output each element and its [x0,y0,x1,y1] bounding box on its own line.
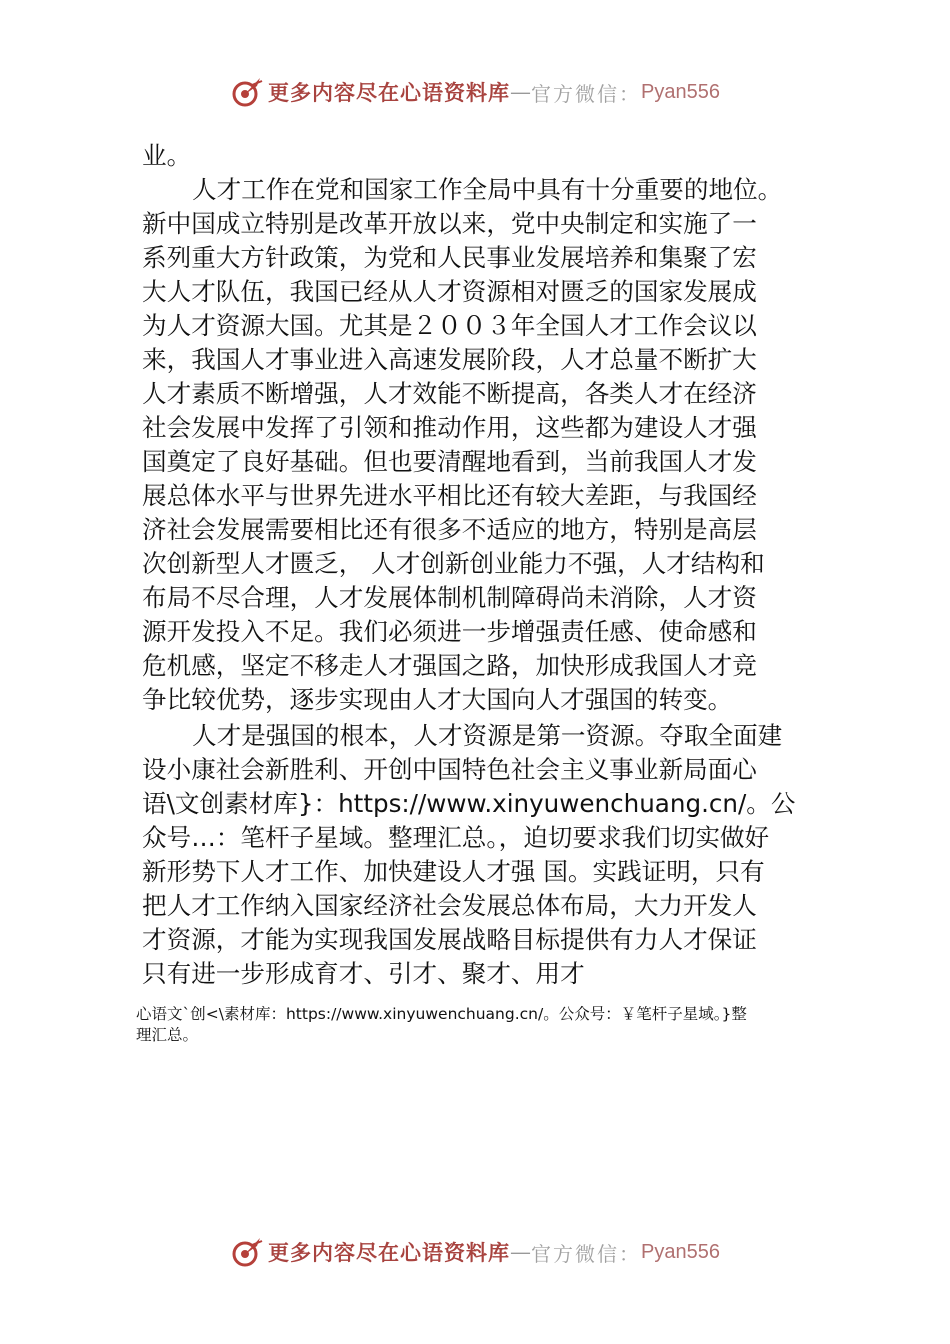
banner-title: 更多内容尽在心语资料库 [268,1240,511,1265]
body-line: 布局不尽合理，人才发展体制机制障碍尚未消除，人才资 [142,583,757,612]
body-line: 新形势下人才工作、加快建设人才强 国。实践证明，只有 [142,857,765,886]
body-line: 人才素质不断增强，人才效能不断提高，各类人才在经济 [142,379,757,408]
body-line: 国奠定了良好基础。但也要清醒地看到，当前我国人才发 [142,447,757,476]
body-line: 只有进一步形成育才、引才、聚才、用才 [142,959,585,988]
body-line: 济社会发展需要相比还有很多不适应的地方，特别是高层 [142,515,757,544]
body-line: 新中国成立特别是改革开放以来，党中央制定和实施了一 [142,209,757,238]
body-line: 人才是强国的根本，人才资源是第一资源。夺取全面建 [192,721,783,750]
quill-logo-icon [230,1235,264,1269]
banner-label: 官方微信： [531,1241,642,1266]
body-line: 次创新型人才匮乏， 人才创新创业能力不强，人才结构和 [142,549,765,578]
banner-label: 官方微信： [531,81,642,106]
body-line: 为人才资源大国。尤其是２００３年全国人才工作会议以 [142,311,757,340]
body-line: 人才工作在党和国家工作全局中具有十分重要的地位。 [192,175,783,204]
header-watermark-banner [0,72,950,112]
banner-dash: — [510,1240,532,1264]
body-line: 展总体水平与世界先进水平相比还有较大差距，与我国经 [142,481,757,510]
footnote [136,1004,836,1046]
document-body [142,139,814,991]
body-line: 系列重大方针政策，为党和人民事业发展培养和集聚了宏 [142,243,757,272]
body-line: 源开发投入不足。我们必须进一步增强责任感、使命感和 [142,617,757,646]
footnote-line: 心语文`创<\素材库：https://www.xinyuwenchuang.cn/。公众号：￥笔杆子星域。}整 [136,1005,747,1023]
banner-title: 更多内容尽在心语资料库 [268,80,511,105]
footnote-line: 理汇总。 [136,1026,199,1044]
body-line: 众号…：笔杆子星域。整理汇总。，迫切要求我们切实做好 [142,823,770,852]
body-line: 社会发展中发挥了引领和推动作用，这些都为建设人才强 [142,413,757,442]
body-line: 语\文创素材库}：https://www.xinyuwenchuang.cn/。公 [142,789,796,818]
body-line: 来，我国人才事业进入高速发展阶段，人才总量不断扩大 [142,345,757,374]
body-line: 把人才工作纳入国家经济社会发展总体布局，大力开发人 [142,891,757,920]
footer-watermark-banner [0,1232,950,1272]
quill-logo-icon [230,75,264,109]
body-line: 争比较优势，逐步实现由人才大国向人才强国的转变。 [142,685,733,714]
banner-wechat-id: Pyan556 [641,80,720,103]
body-line: 危机感，坚定不移走人才强国之路，加快形成我国人才竞 [142,651,757,680]
body-line: 才资源，才能为实现我国发展战略目标提供有力人才保证 [142,925,757,954]
banner-dash: — [510,80,532,104]
banner-wechat-id: Pyan556 [641,1240,720,1263]
body-line: 业。 [142,141,192,170]
body-line: 设小康社会新胜利、开创中国特色社会主义事业新局面心 [142,755,757,784]
body-line: 大人才队伍，我国已经从人才资源相对匮乏的国家发展成 [142,277,757,306]
